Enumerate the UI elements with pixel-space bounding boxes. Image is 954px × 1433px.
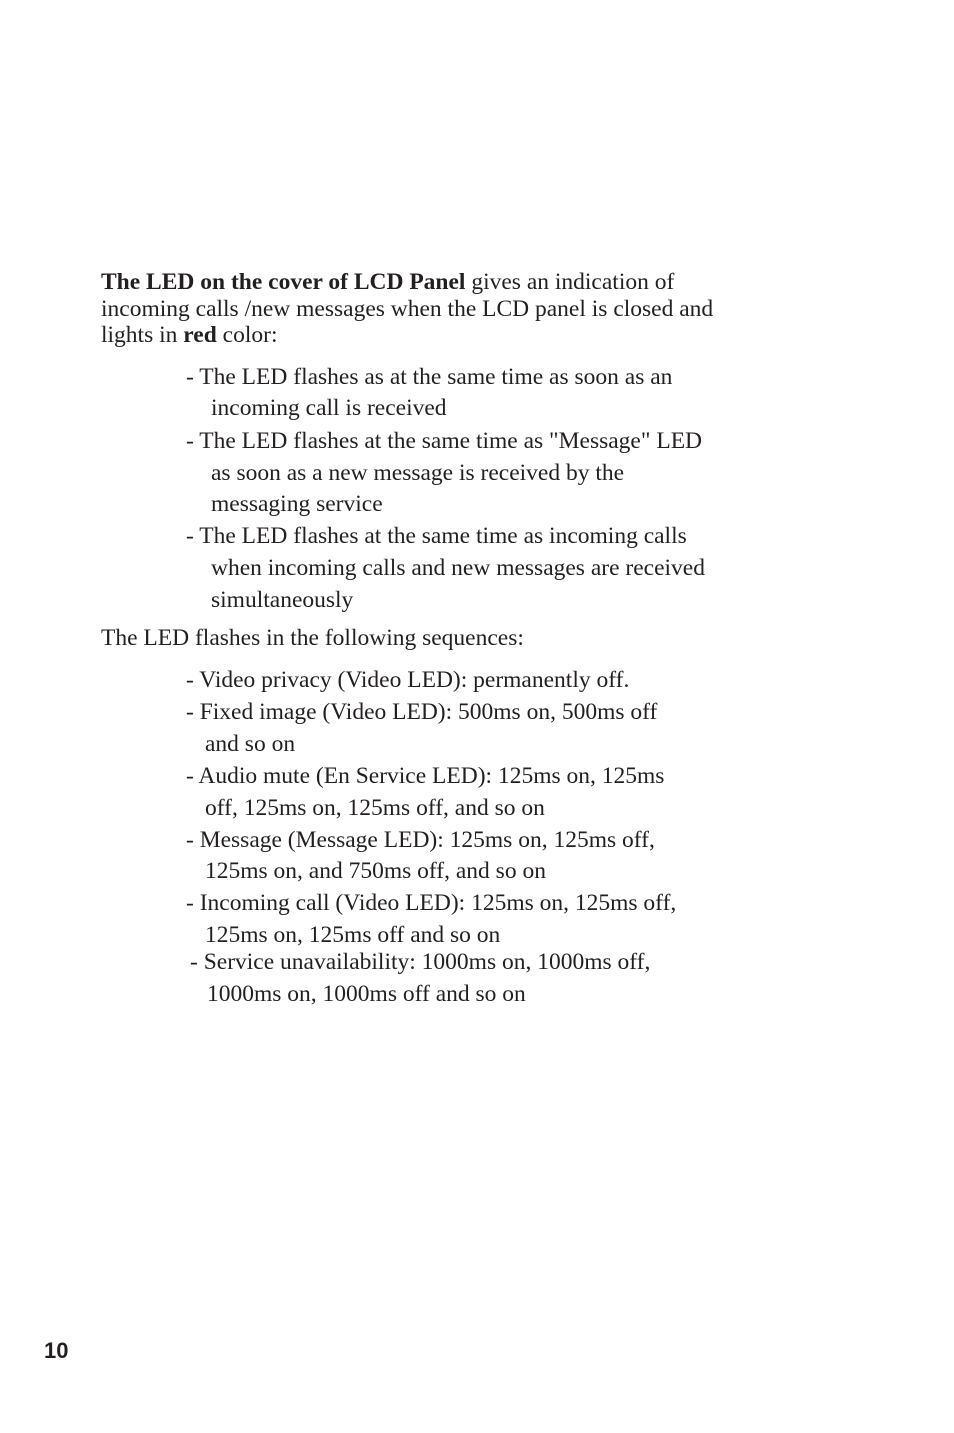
page-number: 10 (44, 1338, 69, 1363)
intro-bold-color: red (183, 322, 217, 348)
sequence-5-line1: - Incoming call (Video LED): 125ms on, 125ms off, (186, 890, 677, 916)
sequence-6-line1: - Service unavailability: 1000ms on, 1000ms off, (190, 949, 651, 975)
intro-text-1: gives an indication of incoming calls /new messages when the LCD panel is closed and lights in (101, 269, 714, 348)
led-case-2-line2: as soon as a new message is received by the (211, 460, 625, 486)
intro-paragraph (101, 269, 761, 349)
sequence-2-line1: - Fixed image (Video LED): 500ms on, 500ms off (186, 699, 658, 725)
sequence-3-line2: off, 125ms on, 125ms off, and so on (205, 795, 545, 821)
led-case-1-line1: - The LED flashes as at the same time as soon as an (186, 364, 673, 390)
led-case-3-line1: - The LED flashes at the same time as incoming calls (186, 523, 687, 549)
sequence-2-line2: and so on (205, 731, 296, 757)
sequence-5-line2: 125ms on, 125ms off and so on (205, 922, 501, 948)
led-case-3-line3: simultaneously (211, 587, 354, 613)
sequences-heading: The LED flashes in the following sequences: (101, 625, 524, 651)
sequence-4-line1: - Message (Message LED): 125ms on, 125ms off, (186, 827, 655, 853)
led-case-2-line3: messaging service (211, 491, 383, 517)
intro-text-2: color: (216, 322, 278, 348)
sequence-6-line2: 1000ms on, 1000ms off and so on (207, 981, 526, 1007)
sequence-4-line2: 125ms on, and 750ms off, and so on (205, 858, 546, 884)
led-case-2-line1: - The LED flashes at the same time as "Message" LED (186, 428, 703, 454)
intro-bold-lead: The LED on the cover of LCD Panel (101, 269, 466, 295)
led-case-3-line2: when incoming calls and new messages are received (211, 555, 705, 581)
sequence-3-line1: - Audio mute (En Service LED): 125ms on, 125ms (186, 763, 665, 789)
led-case-1-line2: incoming call is received (211, 395, 447, 421)
sequence-1-line1: - Video privacy (Video LED): permanently off. (186, 667, 630, 693)
